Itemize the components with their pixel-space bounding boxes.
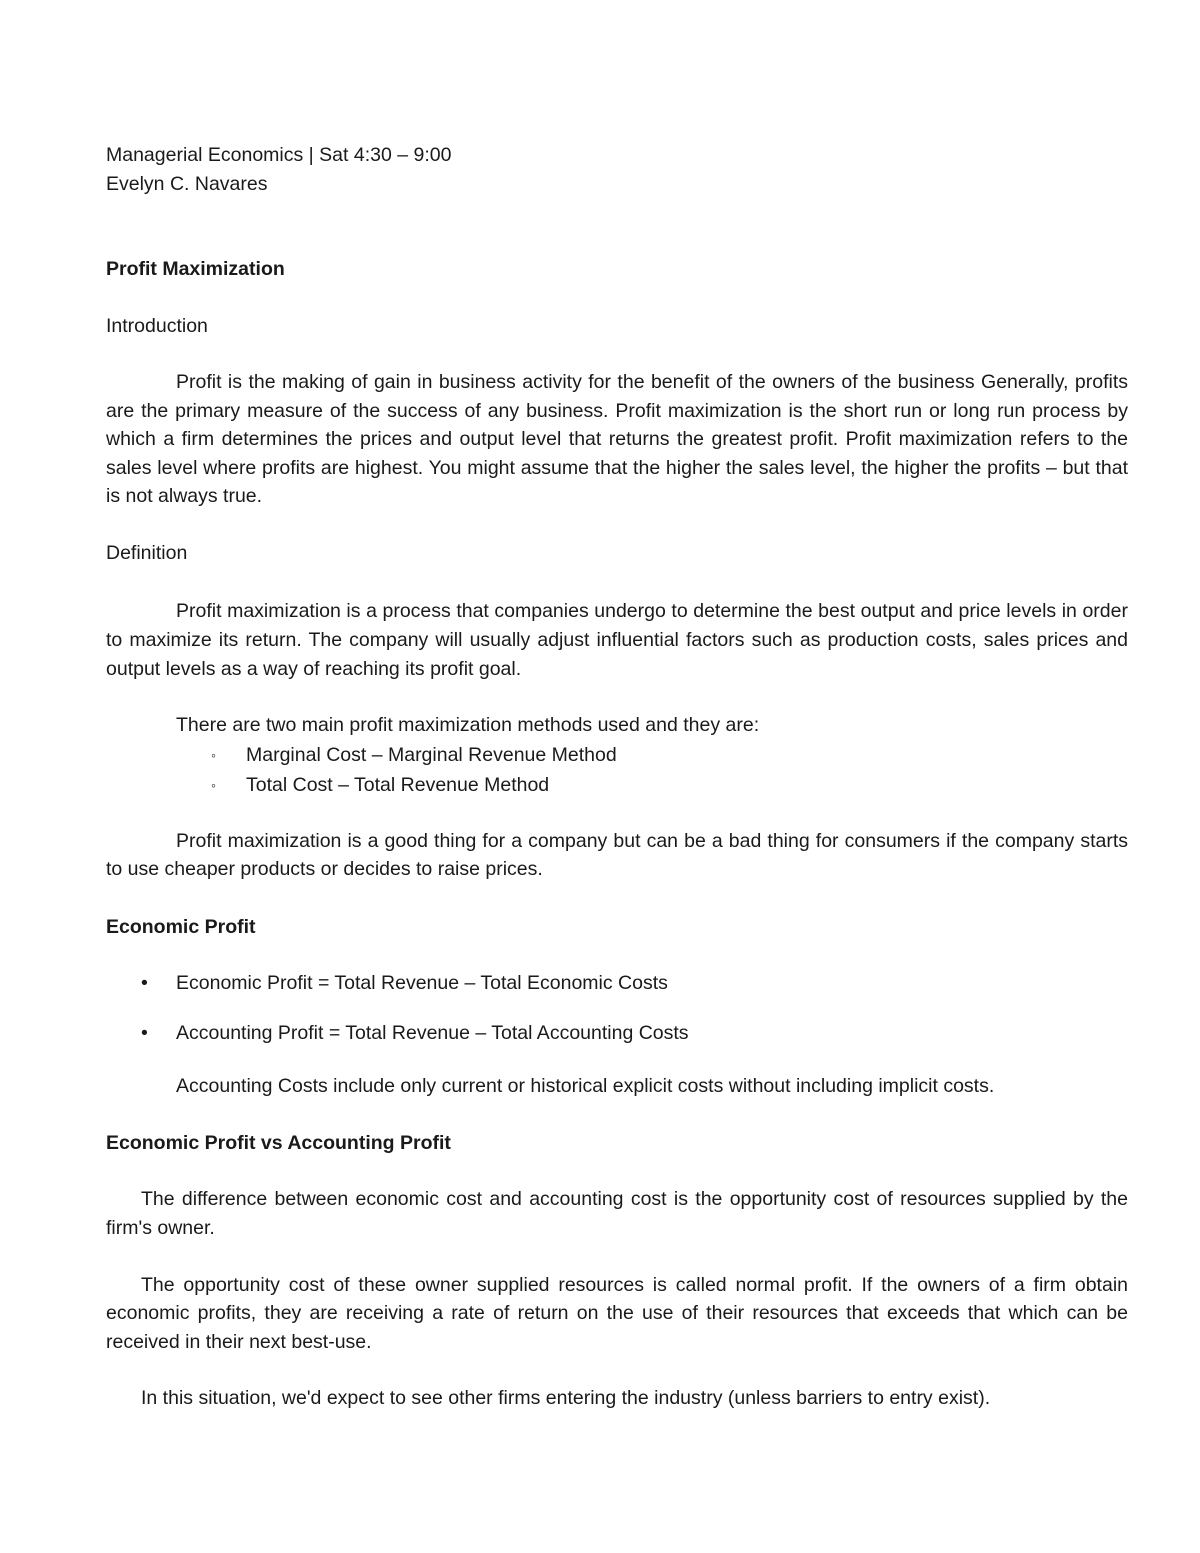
methods-intro: There are two main profit maximization methods used and they are: bbox=[176, 714, 760, 737]
closing-paragraph: Profit maximization is a good thing for a company but can be a bad thing for consumers if the company starts to use cheaper products or decides to raise prices. bbox=[106, 829, 1128, 881]
definition-heading: Definition bbox=[106, 541, 188, 564]
comparison-paragraph: The opportunity cost of these owner supplied resources is called normal profit. If the owners of a firm obtain economic profits, they are receiving a rate of return on the use of their resources that exceeds that which can be received in their next best-use. bbox=[106, 1273, 1128, 1353]
definition-paragraph: Profit maximization is a process that companies undergo to determine the best output and price levels in order to maximize its return. The company will usually adjust influential factors such as production costs, sales prices and output levels as a way of reaching its profit goal. bbox=[106, 600, 1128, 680]
disc-bullet-icon: • bbox=[141, 972, 148, 995]
economic-profit-heading: Economic Profit bbox=[106, 915, 256, 938]
document-title: Profit Maximization bbox=[106, 258, 285, 280]
circle-bullet-icon: ◦ bbox=[211, 776, 216, 793]
comparison-heading: Economic Profit vs Accounting Profit bbox=[106, 1131, 451, 1154]
course-line: Managerial Economics | Sat 4:30 – 9:00 bbox=[106, 144, 452, 166]
accounting-costs-note: Accounting Costs include only current or historical explicit costs without including implicit costs. bbox=[176, 1075, 995, 1098]
introduction-paragraph: Profit is the making of gain in business activity for the benefit of the owners of the business Generally, profits are the primary measure of the success of any business. Profit maximization is the short run or long run process by which a firm determines the prices and output level that returns the greatest profit. Profit maximization refers to the sales level where profits are highest. You might assume that the higher the sales level, the higher the profits – but that is not always true. bbox=[106, 371, 1128, 508]
method-label: Total Cost – Total Revenue Method bbox=[246, 773, 550, 796]
formula-list bbox=[106, 969, 1128, 1047]
author-name: Evelyn C. Navares bbox=[106, 172, 268, 195]
comparison-paragraph: In this situation, we'd expect to see other firms entering the industry (unless barriers to entry exist). bbox=[141, 1387, 991, 1410]
circle-bullet-icon: ◦ bbox=[211, 746, 216, 763]
method-label: Marginal Cost – Marginal Revenue Method bbox=[246, 743, 617, 766]
comparison-paragraph: The difference between economic cost and accounting cost is the opportunity cost of resources supplied by the firm's owner. bbox=[106, 1188, 1128, 1240]
list-item bbox=[141, 969, 1128, 998]
introduction-heading: Introduction bbox=[106, 314, 208, 337]
formula-text: Economic Profit = Total Revenue – Total Economic Costs bbox=[176, 972, 668, 995]
list-item bbox=[141, 1019, 1128, 1048]
methods-list bbox=[106, 740, 1128, 800]
list-item bbox=[211, 770, 1128, 800]
disc-bullet-icon: • bbox=[141, 1021, 148, 1044]
formula-text: Accounting Profit = Total Revenue – Total Accounting Costs bbox=[176, 1021, 689, 1044]
document-page bbox=[106, 141, 1128, 1413]
list-item bbox=[211, 740, 1128, 770]
